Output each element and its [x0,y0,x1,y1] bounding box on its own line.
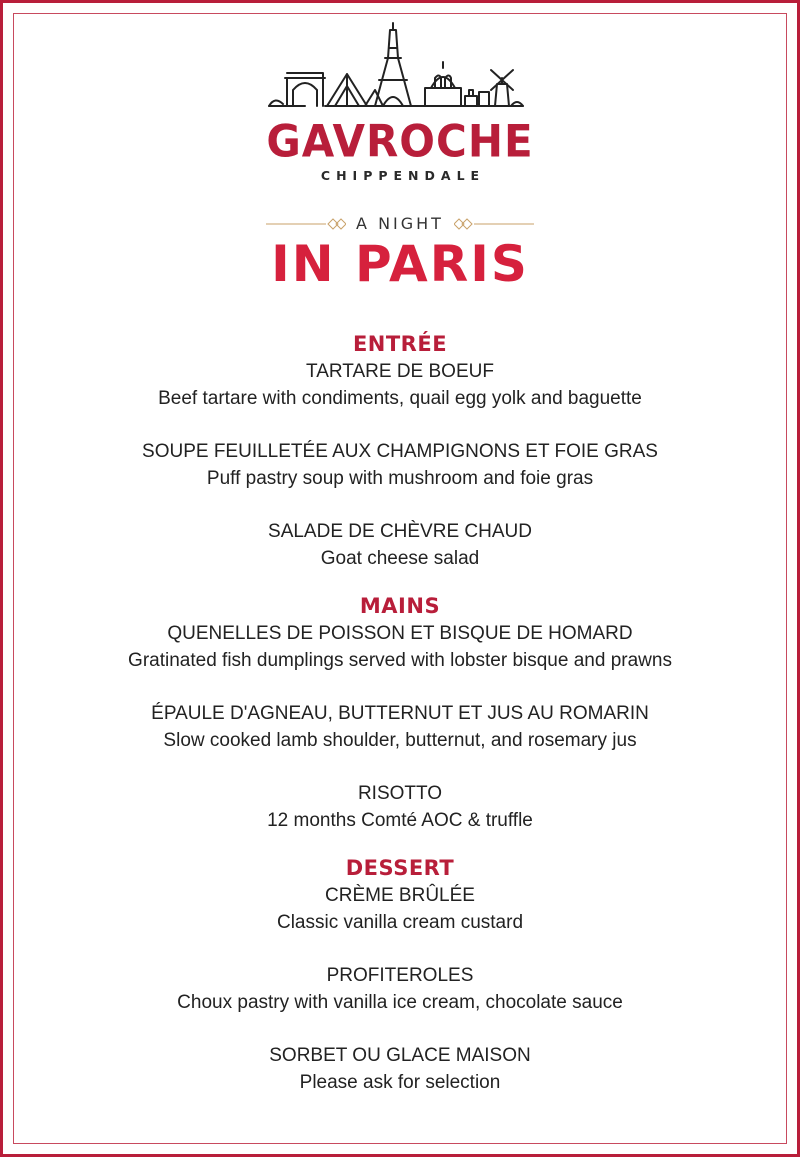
right-ornament-icon [454,218,534,230]
menu-item [0,518,800,572]
dish-name-french: SORBET OU GLACE MAISON [269,1045,531,1066]
menu-item [0,700,800,754]
menu-item [0,358,800,412]
paris-skyline-icon [265,18,535,118]
dish-name-french: PROFITEROLES [326,965,474,986]
menu-item [0,438,800,492]
dish-description-english: Beef tartare with condiments, quail egg yolk and baguette [158,388,642,409]
logo [0,18,800,183]
menu-section [0,330,800,572]
dish-description-english: Puff pastry soup with mushroom and foie gras [206,468,594,489]
dish-name-french: ÉPAULE D'AGNEAU, BUTTERNUT ET JUS AU ROMARIN [151,703,649,724]
event-title: IN PARIS [271,235,529,293]
menu-item [0,780,800,834]
dish-description-english: Classic vanilla cream custard [276,912,524,933]
section-title: DESSERT [345,856,455,880]
section-title: ENTRÉE [352,332,448,356]
dish-description-english: Gratinated fish dumplings served with lobster bisque and prawns [128,650,672,671]
dish-description-english: 12 months Comté AOC & truffle [267,810,533,831]
dish-name-french: QUENELLES DE POISSON ET BISQUE DE HOMARD [167,623,633,644]
dish-name-french: TARTARE DE BOEUF [306,361,494,382]
menu-item [0,1042,800,1096]
dish-name-french: SALADE DE CHÈVRE CHAUD [268,521,532,542]
menu-item [0,620,800,674]
dish-name-french: SOUPE FEUILLETÉE AUX CHAMPIGNONS ET FOIE GRAS [142,441,658,462]
brand-name: GAVROCHE [266,115,534,168]
dish-name-french: RISOTTO [357,783,443,804]
menu-item [0,882,800,936]
menu-section [0,854,800,1096]
brand-location: CHIPPENDALE [320,168,486,183]
section-title: MAINS [359,594,441,618]
dish-description-english: Goat cheese salad [320,548,480,569]
dish-description-english: Choux pastry with vanilla ice cream, chocolate sauce [177,992,623,1013]
left-ornament-icon [266,218,346,230]
dish-description-english: Please ask for selection [299,1072,501,1093]
tagline-row [0,214,800,233]
dish-description-english: Slow cooked lamb shoulder, butternut, and rosemary jus [163,730,637,751]
dish-name-french: CRÈME BRÛLÉE [325,885,475,906]
menu-sections [0,330,800,1116]
menu-section [0,592,800,834]
menu-item [0,962,800,1016]
event-tagline: A NIGHT [356,214,444,233]
